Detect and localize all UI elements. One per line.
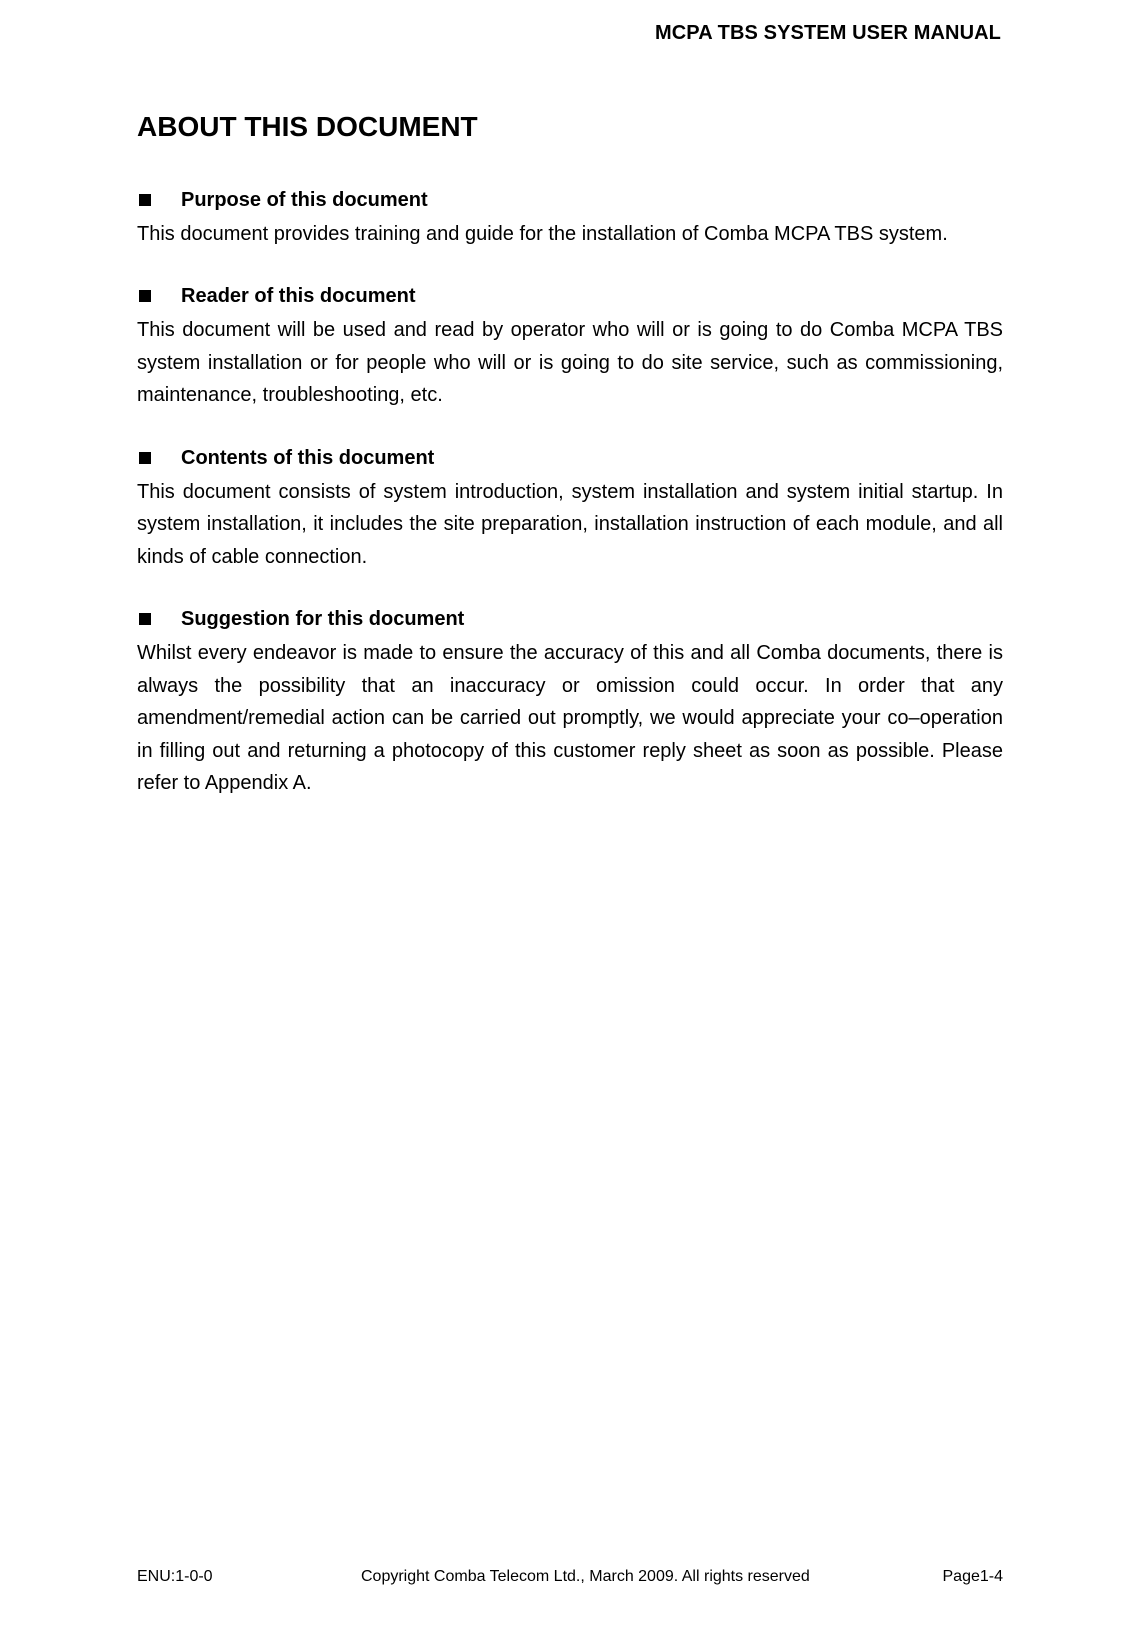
main-content — [137, 110, 1003, 834]
section-heading-text: Suggestion for this document — [181, 608, 465, 631]
square-bullet-icon — [139, 290, 151, 302]
page-footer — [137, 1568, 1003, 1592]
square-bullet-icon — [139, 194, 151, 206]
section-contents — [137, 446, 1003, 574]
section-heading-text: Purpose of this document — [181, 188, 428, 211]
section-heading — [137, 188, 1003, 212]
running-header: MCPA TBS SYSTEM USER MANUAL — [654, 22, 1001, 44]
section-heading — [137, 284, 1003, 308]
footer-page-number: Page1-4 — [942, 1568, 1003, 1585]
square-bullet-icon — [139, 613, 151, 625]
section-body: This document will be used and read by operator who will or is going to do Comba MCPA TBS system installation or for people who will or is going to do site service, such as commissioning, maintenance, troubleshooting, etc. — [137, 319, 1003, 407]
footer-copyright: Copyright Comba Telecom Ltd., March 2009. All rights reserved — [361, 1568, 810, 1585]
section-suggestion — [137, 607, 1003, 800]
section-heading — [137, 607, 1003, 631]
section-body: This document consists of system introduction, system installation and system initial startup. In system installation, it includes the site preparation, installation instruction of each module, and all kinds of cable connection. — [137, 480, 1003, 568]
section-reader — [137, 284, 1003, 412]
section-purpose — [137, 188, 1003, 251]
section-heading-text: Contents of this document — [181, 446, 435, 469]
section-heading-text: Reader of this document — [181, 285, 416, 308]
section-body: This document provides training and guide for the installation of Comba MCPA TBS system. — [137, 222, 948, 245]
page-title: ABOUT THIS DOCUMENT — [137, 111, 478, 142]
square-bullet-icon — [139, 452, 151, 464]
footer-version: ENU:1-0-0 — [137, 1568, 213, 1585]
section-heading — [137, 446, 1003, 470]
section-body: Whilst every endeavor is made to ensure the accuracy of this and all Comba documents, there is always the possibility that an inaccuracy or omission could occur. In order that any amendment/remedial action can be carried out promptly, we would appreciate your co–operation in filling out and returning a photocopy of this customer reply sheet as soon as possible. Please refer to Appendix A. — [137, 642, 1003, 795]
